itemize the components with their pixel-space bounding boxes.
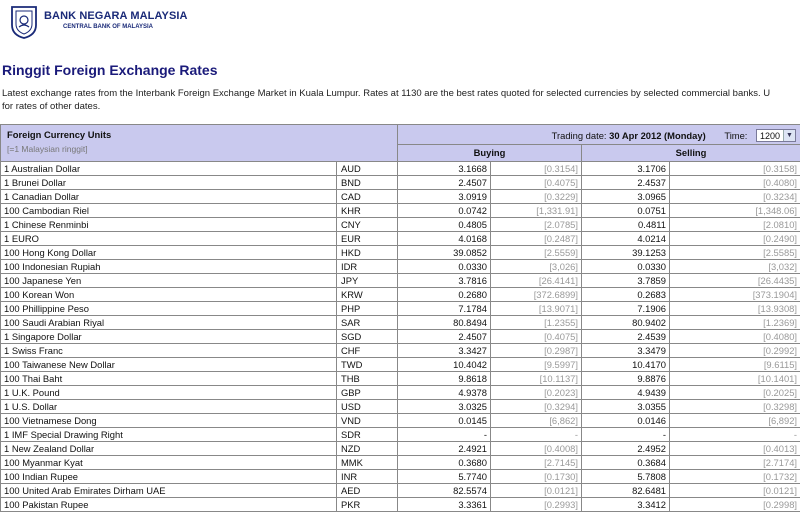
table-row (1, 274, 800, 288)
table-row (1, 428, 800, 442)
buying-inverse-rate: [26.4141] (491, 274, 582, 288)
buying-rate: 39.0852 (398, 246, 491, 260)
currency-unit: 100 Japanese Yen (1, 274, 337, 288)
buying-rate: 2.4507 (398, 176, 491, 190)
selling-rate: 3.7859 (582, 274, 670, 288)
currency-code: PHP (337, 302, 398, 316)
selling-inverse-rate: [2.5585] (670, 246, 800, 260)
rates-table (0, 124, 800, 512)
currency-unit: 1 IMF Special Drawing Right (1, 428, 337, 442)
buying-inverse-rate: [0.4008] (491, 442, 582, 456)
currency-units-title: Foreign Currency Units (7, 129, 112, 140)
currency-code: KRW (337, 288, 398, 302)
table-row (1, 288, 800, 302)
buying-rate: 4.0168 (398, 232, 491, 246)
currency-code: CHF (337, 344, 398, 358)
selling-inverse-rate: [13.9308] (670, 302, 800, 316)
table-row (1, 358, 800, 372)
selling-rate: 0.0330 (582, 260, 670, 274)
table-row (1, 302, 800, 316)
selling-inverse-rate: - (670, 428, 800, 442)
currency-unit: 100 Thai Baht (1, 372, 337, 386)
intro-line-2: for rates of other dates. (2, 100, 101, 112)
table-row (1, 386, 800, 400)
buying-inverse-rate: [2.0785] (491, 218, 582, 232)
selling-rate: 4.0214 (582, 232, 670, 246)
buying-header: Buying (398, 145, 582, 162)
table-row (1, 218, 800, 232)
selling-header: Selling (582, 145, 800, 162)
currency-code: SDR (337, 428, 398, 442)
currency-unit: 1 EURO (1, 232, 337, 246)
table-row (1, 470, 800, 484)
table-row (1, 442, 800, 456)
buying-rate: 3.3427 (398, 344, 491, 358)
selling-rate: 3.0355 (582, 400, 670, 414)
buying-inverse-rate: [0.2987] (491, 344, 582, 358)
selling-inverse-rate: [2.7174] (670, 456, 800, 470)
time-select[interactable] (756, 129, 796, 142)
selling-rate: 0.0751 (582, 204, 670, 218)
selling-inverse-rate: [0.2998] (670, 498, 800, 512)
currency-code: AED (337, 484, 398, 498)
time-label: Time: (724, 129, 748, 141)
selling-rate: 0.4811 (582, 218, 670, 232)
currency-code: IDR (337, 260, 398, 274)
currency-unit: 1 Chinese Renminbi (1, 218, 337, 232)
selling-rate: 7.1906 (582, 302, 670, 316)
buying-inverse-rate: [0.3154] (491, 162, 582, 176)
currency-code: BND (337, 176, 398, 190)
buying-rate: 7.1784 (398, 302, 491, 316)
buying-rate: 0.0145 (398, 414, 491, 428)
selling-inverse-rate: [1.2369] (670, 316, 800, 330)
buying-inverse-rate: [1.2355] (491, 316, 582, 330)
currency-unit: 100 Taiwanese New Dollar (1, 358, 337, 372)
buying-rate: 3.0325 (398, 400, 491, 414)
selling-inverse-rate: [373.1904] (670, 288, 800, 302)
currency-units-header (1, 125, 398, 162)
currency-code: JPY (337, 274, 398, 288)
selling-inverse-rate: [0.1732] (670, 470, 800, 484)
trading-date-label: Trading date: (551, 129, 607, 141)
currency-code: EUR (337, 232, 398, 246)
currency-unit: 1 U.K. Pound (1, 386, 337, 400)
buying-inverse-rate: [0.4075] (491, 330, 582, 344)
table-row (1, 316, 800, 330)
currency-code: CAD (337, 190, 398, 204)
currency-unit: 100 Korean Won (1, 288, 337, 302)
buying-rate: 0.3680 (398, 456, 491, 470)
selling-inverse-rate: [9.6115] (670, 358, 800, 372)
buying-rate: 4.9378 (398, 386, 491, 400)
buying-rate: 0.2680 (398, 288, 491, 302)
currency-code: NZD (337, 442, 398, 456)
bank-seal-logo[interactable] (9, 5, 39, 39)
selling-inverse-rate: [0.2992] (670, 344, 800, 358)
selling-inverse-rate: [0.2490] (670, 232, 800, 246)
table-row (1, 246, 800, 260)
currency-unit: 1 Singapore Dollar (1, 330, 337, 344)
currency-unit: 100 Myanmar Kyat (1, 456, 337, 470)
currency-unit: 1 Australian Dollar (1, 162, 337, 176)
buying-rate: 0.0742 (398, 204, 491, 218)
trading-date-value: 30 Apr 2012 (Monday) (609, 129, 706, 141)
buying-rate: 9.8618 (398, 372, 491, 386)
currency-code: CNY (337, 218, 398, 232)
currency-code: VND (337, 414, 398, 428)
selling-inverse-rate: [0.4080] (670, 176, 800, 190)
table-row (1, 400, 800, 414)
buying-inverse-rate: [1,331.91] (491, 204, 582, 218)
selling-inverse-rate: [0.4013] (670, 442, 800, 456)
buying-rate: 2.4507 (398, 330, 491, 344)
selling-rate: 39.1253 (582, 246, 670, 260)
table-row (1, 484, 800, 498)
currency-code: MMK (337, 456, 398, 470)
buying-rate: - (398, 428, 491, 442)
currency-code: THB (337, 372, 398, 386)
buying-rate: 82.5574 (398, 484, 491, 498)
currency-units-subtitle: [=1 Malaysian ringgit] (7, 144, 88, 154)
buying-inverse-rate: [0.2993] (491, 498, 582, 512)
page-title: Ringgit Foreign Exchange Rates (2, 62, 218, 78)
selling-inverse-rate: [0.3234] (670, 190, 800, 204)
currency-unit: 1 U.S. Dollar (1, 400, 337, 414)
table-row (1, 498, 800, 512)
rates-table-container (0, 124, 800, 517)
selling-rate: 3.0965 (582, 190, 670, 204)
table-row (1, 330, 800, 344)
selling-rate: 0.2683 (582, 288, 670, 302)
buying-inverse-rate: [6,862] (491, 414, 582, 428)
time-select-value: 1200 (760, 130, 781, 141)
currency-unit: 100 Cambodian Riel (1, 204, 337, 218)
selling-rate: 5.7808 (582, 470, 670, 484)
selling-rate: 2.4537 (582, 176, 670, 190)
currency-unit: 100 United Arab Emirates Dirham UAE (1, 484, 337, 498)
buying-rate: 3.0919 (398, 190, 491, 204)
buying-inverse-rate: [372.6899] (491, 288, 582, 302)
buying-inverse-rate: [0.2023] (491, 386, 582, 400)
currency-unit: 100 Vietnamese Dong (1, 414, 337, 428)
table-row (1, 414, 800, 428)
selling-inverse-rate: [6,892] (670, 414, 800, 428)
currency-unit: 100 Hong Kong Dollar (1, 246, 337, 260)
table-row (1, 344, 800, 358)
currency-code: KHR (337, 204, 398, 218)
selling-rate: 82.6481 (582, 484, 670, 498)
table-row (1, 204, 800, 218)
buying-inverse-rate: [13.9071] (491, 302, 582, 316)
currency-unit: 100 Saudi Arabian Riyal (1, 316, 337, 330)
selling-rate: 2.4539 (582, 330, 670, 344)
buying-inverse-rate: [0.2487] (491, 232, 582, 246)
selling-rate: 2.4952 (582, 442, 670, 456)
selling-inverse-rate: [0.0121] (670, 484, 800, 498)
trading-info-header (398, 125, 800, 145)
selling-inverse-rate: [0.3298] (670, 400, 800, 414)
buying-inverse-rate: [9.5997] (491, 358, 582, 372)
currency-code: GBP (337, 386, 398, 400)
currency-unit: 100 Indonesian Rupiah (1, 260, 337, 274)
selling-inverse-rate: [26.4435] (670, 274, 800, 288)
trading-date (552, 129, 706, 142)
currency-unit: 100 Phillippine Peso (1, 302, 337, 316)
selling-rate: 3.1706 (582, 162, 670, 176)
selling-inverse-rate: [0.2025] (670, 386, 800, 400)
buying-inverse-rate: [0.1730] (491, 470, 582, 484)
selling-rate: 80.9402 (582, 316, 670, 330)
selling-inverse-rate: [0.3158] (670, 162, 800, 176)
bank-subtitle: CENTRAL BANK OF MALAYSIA (63, 24, 154, 30)
intro-line-1: Latest exchange rates from the Interbank Foreign Exchange Market in Kuala Lumpur. Rates at 1130 are the best rates quoted for selected currencies by selected commercial banks. U (2, 88, 771, 99)
selling-inverse-rate: [0.4080] (670, 330, 800, 344)
currency-code: SAR (337, 316, 398, 330)
buying-inverse-rate: [0.4075] (491, 176, 582, 190)
currency-unit: 1 New Zealand Dollar (1, 442, 337, 456)
currency-code: SGD (337, 330, 398, 344)
buying-rate: 3.1668 (398, 162, 491, 176)
currency-unit: 1 Swiss Franc (1, 344, 337, 358)
table-row (1, 456, 800, 470)
table-row (1, 190, 800, 204)
buying-inverse-rate: [2.7145] (491, 456, 582, 470)
currency-unit: 100 Indian Rupee (1, 470, 337, 484)
selling-inverse-rate: [3,032] (670, 260, 800, 274)
table-row (1, 260, 800, 274)
selling-rate: 4.9439 (582, 386, 670, 400)
buying-rate: 3.3361 (398, 498, 491, 512)
buying-rate: 2.4921 (398, 442, 491, 456)
currency-unit: 100 Pakistan Rupee (1, 498, 337, 512)
currency-code: HKD (337, 246, 398, 260)
buying-inverse-rate: [10.1137] (491, 372, 582, 386)
buying-rate: 80.8494 (398, 316, 491, 330)
selling-rate: 3.3412 (582, 498, 670, 512)
currency-unit: 1 Brunei Dollar (1, 176, 337, 190)
table-row (1, 176, 800, 190)
buying-inverse-rate: [0.0121] (491, 484, 582, 498)
buying-inverse-rate: [0.3294] (491, 400, 582, 414)
bank-name: BANK NEGARA MALAYSIA (44, 10, 188, 22)
currency-unit: 1 Canadian Dollar (1, 190, 337, 204)
selling-inverse-rate: [2.0810] (670, 218, 800, 232)
selling-rate: 3.3479 (582, 344, 670, 358)
currency-code: PKR (337, 498, 398, 512)
intro-text (2, 88, 800, 113)
selling-inverse-rate: [1,348.06] (670, 204, 800, 218)
buying-inverse-rate: [2.5559] (491, 246, 582, 260)
buying-rate: 10.4042 (398, 358, 491, 372)
table-row (1, 162, 800, 176)
buying-inverse-rate: [0.3229] (491, 190, 582, 204)
buying-rate: 3.7816 (398, 274, 491, 288)
currency-code: USD (337, 400, 398, 414)
table-row (1, 372, 800, 386)
buying-inverse-rate: - (491, 428, 582, 442)
site-header (0, 0, 800, 50)
selling-rate: 10.4170 (582, 358, 670, 372)
selling-inverse-rate: [10.1401] (670, 372, 800, 386)
currency-code: AUD (337, 162, 398, 176)
currency-code: INR (337, 470, 398, 484)
buying-rate: 0.4805 (398, 218, 491, 232)
buying-rate: 5.7740 (398, 470, 491, 484)
selling-rate: - (582, 428, 670, 442)
selling-rate: 0.0146 (582, 414, 670, 428)
selling-rate: 9.8876 (582, 372, 670, 386)
chevron-down-icon[interactable]: ▼ (783, 130, 795, 141)
table-row (1, 232, 800, 246)
buying-rate: 0.0330 (398, 260, 491, 274)
buying-inverse-rate: [3,026] (491, 260, 582, 274)
currency-code: TWD (337, 358, 398, 372)
selling-rate: 0.3684 (582, 456, 670, 470)
